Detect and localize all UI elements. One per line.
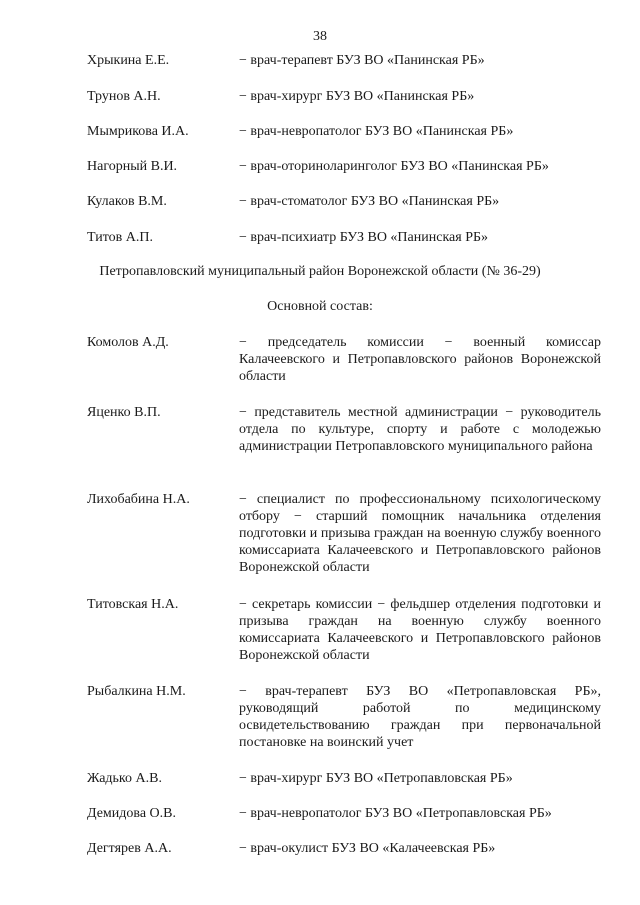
member-role: − врач-окулист БУЗ ВО «Калачеевская РБ»	[239, 841, 496, 856]
member-role: − врач-терапевт БУЗ ВО «Петропавловская РБ», руководящий работой по медицинскому освидетельствованию граждан при первоначальной постановке на воинский учет	[239, 684, 601, 750]
member-name: Комолов А.Д.	[87, 335, 169, 350]
member-role: − врач-оториноларинголог БУЗ ВО «Панинская РБ»	[239, 159, 549, 174]
member-role: − врач-психиатр БУЗ ВО «Панинская РБ»	[239, 230, 489, 245]
member-role: − председатель комиссии − военный комиссар Калачеевского и Петропавловского районов Воронежской области	[239, 335, 601, 384]
member-name: Трунов А.Н.	[87, 89, 161, 104]
member-role: − врач-невропатолог БУЗ ВО «Петропавловская РБ»	[239, 806, 552, 821]
composition-heading: Основной состав:	[267, 299, 373, 314]
member-name: Рыбалкина Н.М.	[87, 684, 186, 699]
member-name: Титовская Н.А.	[87, 597, 179, 612]
member-role: − врач-стоматолог БУЗ ВО «Панинская РБ»	[239, 194, 500, 209]
page-number: 38	[313, 29, 327, 44]
member-name: Яценко В.П.	[87, 405, 161, 420]
member-name: Демидова О.В.	[87, 806, 176, 821]
member-name: Хрыкина Е.Е.	[87, 53, 170, 68]
member-name: Нагорный В.И.	[87, 159, 178, 174]
member-role: − врач-хирург БУЗ ВО «Петропавловская РБ»	[239, 771, 513, 786]
member-name: Дегтярев А.А.	[87, 841, 172, 856]
member-role: − секретарь комиссии − фельдшер отделения подготовки и призыва граждан на военную службу военного комиссариата Калачеевского и Петропавловского районов Воронежской области	[239, 597, 601, 663]
member-role: − представитель местной администрации − руководитель отдела по культуре, спорту и работе с молодежью администрации Петропавловского муниципального района	[239, 405, 601, 454]
member-name: Жадько А.В.	[87, 771, 162, 786]
member-role: − специалист по профессиональному психологическому отбору − старший помощник начальника отделения подготовки и призыва граждан на военную службу военного комиссариата Калачеевского и Петропавловского районов Воронежской области	[239, 492, 601, 575]
member-name: Кулаков В.М.	[87, 194, 167, 209]
member-role: − врач-невропатолог БУЗ ВО «Панинская РБ»	[239, 124, 514, 139]
member-name: Титов А.П.	[87, 230, 153, 245]
district-heading: Петропавловский муниципальный район Воронежской области (№ 36-29)	[99, 264, 541, 279]
member-name: Лихобабина Н.А.	[87, 492, 190, 507]
member-role: − врач-хирург БУЗ ВО «Панинская РБ»	[239, 89, 475, 104]
member-name: Мымрикова И.А.	[87, 124, 189, 139]
member-role: − врач-терапевт БУЗ ВО «Панинская РБ»	[239, 53, 485, 68]
